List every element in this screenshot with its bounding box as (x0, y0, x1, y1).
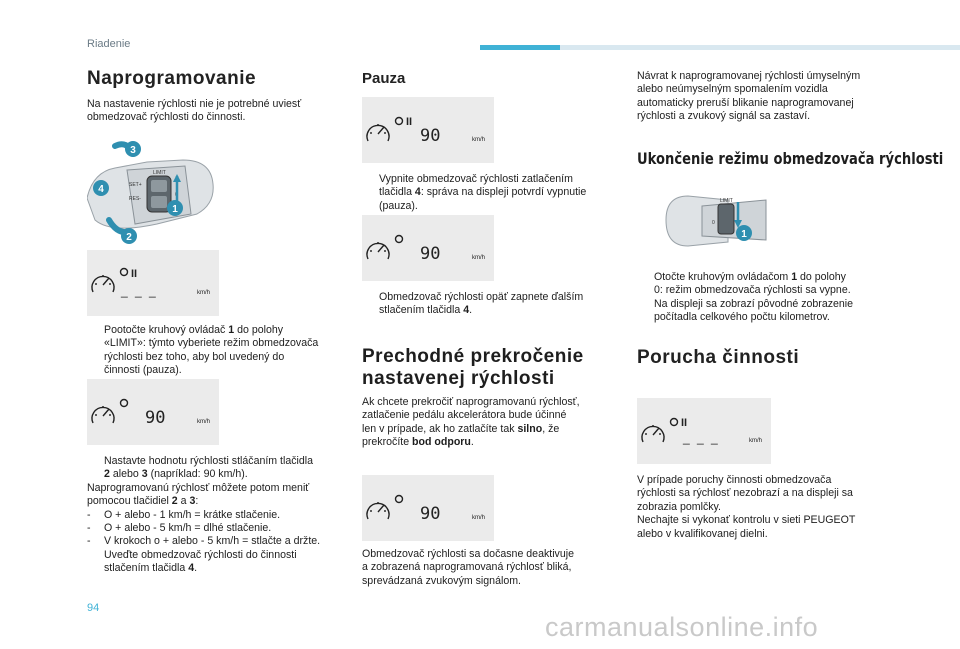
title-naprogramovanie: Naprogramovanie (87, 68, 257, 89)
svg-text:RES-: RES- (129, 196, 141, 202)
section-label: Riadenie (87, 38, 131, 50)
header-bar (480, 45, 960, 50)
svg-text:90: 90 (420, 504, 441, 524)
col1-bullet2: Nastavte hodnotu rýchlosti stláčaním tlačidla 2 alebo 3 (napríklad: 90 km/h). Naprogramovanú rýchlosť môžete potom meniť pomocou tlačidiel 2 a 3: - O + alebo - 1 km/h = krátke stlačenie. - O + alebo - 5 km/h = dlhé stlačenie. - V krokoch o + alebo - 5 km/h = stlačte a držte. Uveďte obmedzovač rýchlosti do činnosti stlačením tlačidla 4. (87, 455, 321, 575)
title-porucha: Porucha činnosti (637, 347, 800, 368)
svg-text:LIMIT: LIMIT (720, 198, 733, 204)
svg-text:2: 2 (126, 232, 132, 243)
col3-bullet-end: Otočte kruhovým ovládačom 1 do polohy 0: režim obmedzovača rýchlosti sa vypne. Na displeji sa zobrazí pôvodné zobrazenie počítadla celkového počtu kilometrov. (654, 271, 854, 324)
title-ukoncenie: Ukončenie režimu obmedzovača rýchlosti (637, 149, 944, 168)
svg-text:_ _ _: _ _ _ (683, 431, 720, 445)
speedometer-icon (367, 496, 403, 520)
svg-text:SET+: SET+ (129, 182, 142, 188)
header-bar-accent (480, 45, 560, 50)
col2-exceed-text: Ak chcete prekročiť naprogramovanú rýchlosť, zatlačenie pedálu akcelerátora bude účinné len v prípade, ak ho zatlačíte tak silno, že prekročíte bod odporu. (362, 396, 580, 449)
col3-intro: Návrat k naprogramovanej rýchlosti úmyselným alebo neúmyselným spomalením vozidla automaticky preruší blikanie naprogramovanej rýchlosti a zvukový signál sa zastaví. (637, 70, 861, 123)
svg-text:II: II (131, 268, 138, 280)
watermark: carmanualsonline.info (545, 612, 819, 642)
page-number: 94 (87, 602, 100, 614)
svg-text:0: 0 (175, 192, 178, 198)
col2-after-text: Obmedzovač rýchlosti sa dočasne deaktivuje a zobrazená naprogramovaná rýchlosť bliká, sprevádzaná zvukovým signálom. (362, 548, 574, 587)
svg-text:II: II (681, 417, 688, 429)
svg-text:km/h: km/h (472, 137, 486, 143)
col3-fault-text: V prípade poruchy činnosti obmedzovača rýchlosti sa rýchlosť nezobrazí a na displeji sa zobrazia pomlčky. Nechajte si vykonať kontrolu v sieti PEUGEOT alebo v kvalifikovanej dielni. (637, 474, 856, 540)
svg-text:_ _ _: _ _ _ (121, 284, 158, 298)
display-dashes-pause (87, 250, 219, 316)
display-speed-2 (362, 215, 494, 281)
speedometer-icon (367, 236, 403, 260)
svg-text:0: 0 (712, 220, 715, 226)
stalk-illustration-2 (662, 190, 772, 254)
svg-text:90: 90 (420, 244, 441, 264)
speedometer-icon (92, 400, 128, 424)
svg-text:km/h: km/h (197, 290, 211, 296)
col1-intro: Na nastavenie rýchlosti nie je potrebné uviesť obmedzovač rýchlosti do činnosti. (87, 98, 302, 124)
col2-bullet-resume: Obmedzovač rýchlosti opäť zapnete ďalším stlačením tlačidla 4. (379, 291, 584, 317)
speedometer-icon (642, 419, 678, 443)
svg-text:km/h: km/h (472, 255, 486, 261)
title-prechodne: Prechodné prekročenie nastavenej rýchlosti (362, 346, 584, 389)
svg-text:km/h: km/h (197, 419, 211, 425)
stalk-illustration-1 (87, 140, 219, 244)
col1-bullet1: Pootočte kruhový ovládač 1 do polohy «LIMIT»: týmto vyberiete režim obmedzovača rýchlosti bez toho, aby bol uvedený do činnosti (pauza). (104, 324, 319, 377)
display-speed-1 (87, 379, 219, 445)
svg-text:1: 1 (172, 204, 178, 215)
title-pauza: Pauza (362, 70, 406, 87)
svg-text:90: 90 (420, 126, 441, 146)
svg-text:3: 3 (130, 145, 136, 156)
col2-bullet-pause: Vypnite obmedzovač rýchlosti zatlačením tlačidla 4: správa na displeji potvrdí vypnutie (pauza). (379, 173, 587, 212)
svg-text:4: 4 (98, 184, 104, 195)
svg-text:90: 90 (145, 408, 166, 428)
svg-text:LIMIT: LIMIT (153, 170, 166, 176)
speedometer-icon (367, 118, 403, 142)
svg-text:km/h: km/h (749, 438, 763, 444)
display-speed-pause (362, 97, 494, 163)
svg-text:II: II (406, 116, 413, 128)
svg-text:km/h: km/h (472, 515, 486, 521)
display-fault-dashes (637, 398, 771, 464)
display-speed-3 (362, 475, 494, 541)
svg-text:1: 1 (741, 229, 747, 240)
